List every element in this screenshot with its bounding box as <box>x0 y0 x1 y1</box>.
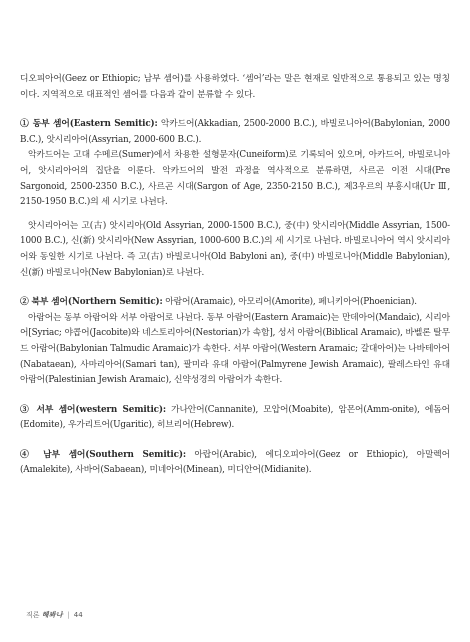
western-semitic-paragraph <box>20 403 450 434</box>
eastern-semitic-text: 악카드어(Akkadian, 2500-2000 B.C.), 바빌로니아어(Babylonian, 2000 B.C.), 앗시리아어(Assyrian, 2000-600 B.C.). <box>20 119 450 145</box>
assyrian-paragraph: 앗시리아어는 고(古) 앗시리아(Old Assyrian, 2000-1500 B.C.), 중(中) 앗시리아(Middle Assyrian, 1500-1000 B.C.), 신(新) 앗시리아(New Assyrian, 1000-600 B.C.)의 세 시기로 나뉜다. 바빌로니아어 역시 앗시리아어와 동일한 시기로 나뉜다. 즉 고(古) 바빌로니아(Old Babyloni an), 중(中) 바빌로니아(Middle Babylonian), 신(新) 바빌로니아(New Babylonian)로 나뉜다. <box>20 220 450 278</box>
northern-semitic-paragraph <box>20 295 450 311</box>
eastern-semitic-paragraph <box>20 117 450 148</box>
aramaic-paragraph: 아람어는 동부 아람어와 서부 아람어로 나뉜다. 동부 아람어(Eastern Aramaic)는 만데아어(Mandaic), 시리아어[Syriac; 야콥어(Jacobite)와 네스토리아어(Nestorian)가 속함], 성서 아람어(Biblical Aramaic), 바벨론 탈무드 아람어(Babylonian Talmudic Aramaic)가 속한다. 서부 아람어(Western Aramaic; 갈대아어)는 나바테아어(Nabataean), 사마리아어(Samari tan), 팔미라 유대 아람어(Palmyrene Jewish Aramaic), 팔레스타인 유대 아람어(Palestinian Jewish Aramaic), 신약성경의 아람어가 속한다. <box>20 312 450 386</box>
northern-semitic-text: 아람어(Aramaic), 아모리어(Amorite), 페니키아어(Phoenician). <box>162 297 417 308</box>
page-footer <box>26 610 83 620</box>
southern-semitic-heading: ④ 남부 셈어(Southern Semitic): <box>20 449 186 460</box>
footer-separator: | <box>67 611 70 619</box>
southern-semitic-paragraph <box>20 448 450 479</box>
page-number: 44 <box>73 611 83 619</box>
footer-label: 직론 <box>26 611 40 619</box>
western-semitic-text: 가나안어(Cannanite), 모압어(Moabite), 암몬어(Amm-onite), 에돔어(Edomite), 우가리트어(Ugaritic), 히브리어(Hebrew). <box>20 404 450 431</box>
document-body <box>20 72 450 479</box>
southern-semitic-text: 아랍어(Arabic), 에디오피아어(Geez or Ethiopic), 아말렉어(Amalekite), 사바어(Sabaean), 미네아어(Minean), 미디안어(Midianite). <box>20 449 450 476</box>
intro-paragraph: 디오피아어(Geez or Ethiopic; 남부 셈어)를 사용하였다. ‘셈어’라는 말은 현재로 일반적으로 통용되고 있는 명칭이다. 지역적으로 대표적인 셈어를 다음과 같이 분류할 수 있다. <box>20 74 450 100</box>
akkadian-paragraph: 악카드어는 고대 수메르(Sumer)에서 차용한 설형문자(Cuneiform)로 기록되어 있으며, 아카드어, 바빌로니아어, 앗시리아어의 집단을 이룬다. 악카드어의 발전 과정을 역사적으로 분류하면, 사르곤 이전 시대(Pre Sargonoid, 2500-2350 B.C.), 사르곤 시대(Sargon of Age, 2350-2150 B.C.), 제3우르의 부흥시대(Ur Ⅲ, 2150-1950 B.C.)의 세 시기로 나뉜다. <box>20 150 450 208</box>
eastern-semitic-heading: ① 동부 셈어(Eastern Semitic): <box>20 119 158 130</box>
footer-brand: 해봐나 <box>41 611 63 619</box>
western-semitic-heading: ③ 서부 셈어(western Semitic): <box>20 404 166 415</box>
northern-semitic-heading: ② 북부 셈어(Northern Semitic): <box>20 297 163 308</box>
